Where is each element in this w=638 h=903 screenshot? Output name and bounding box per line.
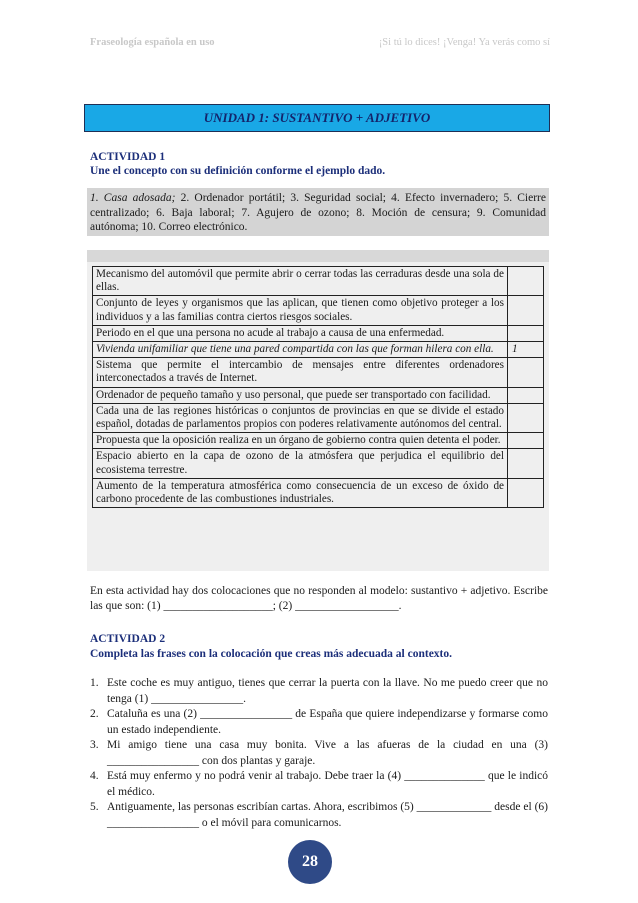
activity1-instruction: Une el concepto con su definición conforme el ejemplo dado. [90,165,386,177]
list-item-text: Mi amigo tiene una casa muy bonita. Vive a las afueras de la ciudad en una (3) ________________ con dos plantas y garaje. [107,739,548,767]
definition-text: Espacio abierto en la capa de ozono de la atmósfera que perjudica el equilibrio del ecosistema terrestre. [93,449,508,478]
unit-title: UNIDAD 1: SUSTANTIVO + ADJETIVO [203,110,431,125]
definition-number-cell[interactable] [508,478,544,507]
definitions-table [92,266,544,508]
list-item [90,769,548,800]
definition-row [93,325,544,341]
definition-row [93,267,544,296]
activity1-followup: En esta actividad hay dos colocaciones que no responden al modelo: sustantivo + adjetivo. Escribe las que son: (1) ___________________; (2) __________________. [90,585,548,612]
unit-title-banner [84,104,550,132]
list-item-text: Cataluña es una (2) ________________ de España que quiere independizarse y formarse como un estado independiente. [107,708,548,736]
list-item [90,738,548,769]
activity2-instruction: Completa las frases con la colocación que creas más adecuada al contexto. [90,648,452,660]
definition-text: Sistema que permite el intercambio de mensajes entre diferentes ordenadores interconectados a través de Internet. [93,358,508,387]
page-number: 28 [302,853,318,870]
definition-text: Ordenador de pequeño tamaño y uso personal, que puede ser transportado con facilidad. [93,387,508,403]
definition-number-cell[interactable] [508,449,544,478]
activity2-title: ACTIVIDAD 2 [90,633,166,645]
activity2-list [90,676,548,831]
definition-number-cell[interactable] [508,267,544,296]
definition-number-cell[interactable] [508,387,544,403]
definition-text: Vivienda unifamiliar que tiene una pared compartida con las que forman hilera con ella. [93,342,508,358]
definition-text: Mecanismo del automóvil que permite abrir o cerrar todas las cerraduras desde una sola de ellas. [93,267,508,296]
definition-number-cell[interactable] [508,296,544,325]
running-header-right: ¡Si tú lo dices! ¡Venga! Ya verás como sí [378,37,550,48]
definition-row [93,342,544,358]
list-item-text: Este coche es muy antiguo, tienes que cerrar la puerta con la llave. No me puedo creer que no tenga (1) ________________. [107,677,548,705]
list-item [90,676,548,707]
definition-number-cell[interactable]: 1 [508,342,544,358]
definition-text: Propuesta que la oposición realiza en un órgano de gobierno contra quien detenta el poder. [93,433,508,449]
terms-box [87,188,549,236]
list-item-text: Antiguamente, las personas escribían cartas. Ahora, escribimos (5) _____________ desde el (6) ________________ o el móvil para comunicarnos. [107,801,548,829]
divider-strip [87,250,549,262]
definition-text: Conjunto de leyes y organismos que las aplican, que tienen como objetivo proteger a los individuos y a las familias contra ciertos riesgos sociales. [93,296,508,325]
definition-row [93,358,544,387]
definition-text: Cada una de las regiones históricas o conjuntos de provincias en que se divide el estado español, dotadas de parlamentos propios con poderes relativamente autónomos del central. [93,403,508,432]
definition-text: Aumento de la temperatura atmosférica como consecuencia de un exceso de óxido de carbono procedente de las combustiones industriales. [93,478,508,507]
list-item [90,707,548,738]
definition-row [93,433,544,449]
definition-number-cell[interactable] [508,358,544,387]
terms-example: 1. Casa adosada; [90,192,176,204]
terms-list: 2. Ordenador portátil; 3. Seguridad social; 4. Efecto invernadero; 5. Cierre centralizado; 6. Baja laboral; 7. Agujero de ozono; 8. Moción de censura; 9. Comunidad autónoma; 10. Correo electrónico. [90,192,546,233]
list-item-number: 5. [90,801,99,813]
definition-row [93,403,544,432]
definition-row [93,478,544,507]
list-item-text: Está muy enfermo y no podrá venir al trabajo. Debe traer la (4) ______________ que le indicó el médico. [107,770,548,798]
definition-number-cell[interactable] [508,433,544,449]
list-item-number: 3. [90,739,99,751]
running-header-left: Fraseología española en uso [90,37,215,48]
definition-number-cell[interactable] [508,325,544,341]
definition-row [93,387,544,403]
definition-row [93,296,544,325]
list-item-number: 4. [90,770,99,782]
definition-number-cell[interactable] [508,403,544,432]
definition-text: Periodo en el que una persona no acude al trabajo a causa de una enfermedad. [93,325,508,341]
activity1-title: ACTIVIDAD 1 [90,151,166,163]
page-number-badge [288,840,332,884]
list-item-number: 1. [90,677,99,689]
list-item [90,800,548,831]
definition-row [93,449,544,478]
list-item-number: 2. [90,708,99,720]
